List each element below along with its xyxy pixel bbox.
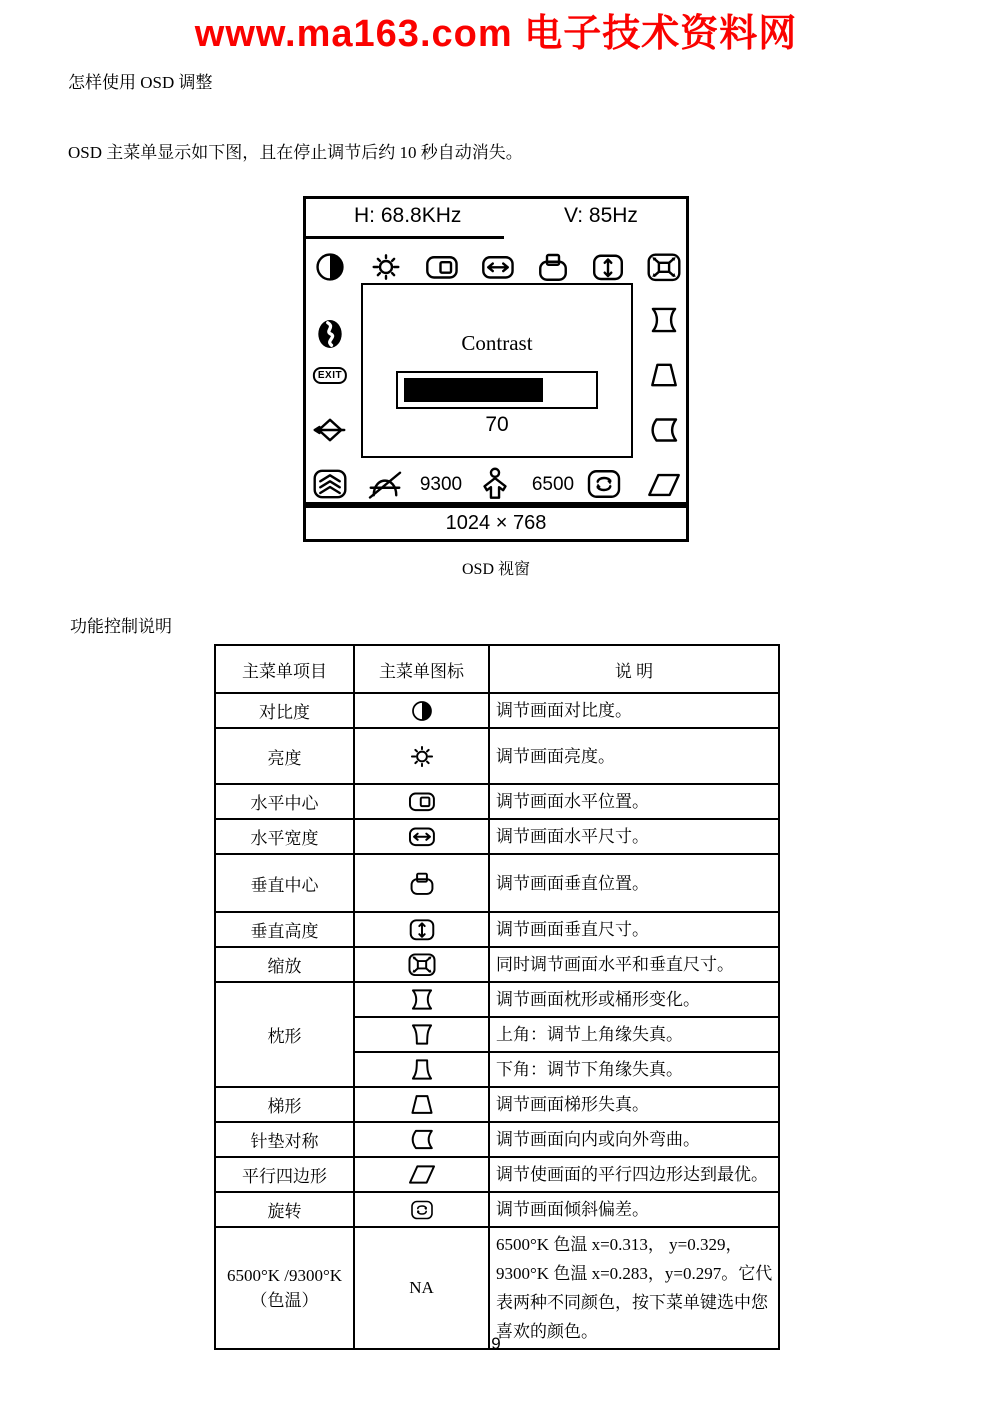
table-row (215, 693, 779, 728)
pincushion-top-icon (407, 1021, 437, 1048)
table-row (215, 819, 779, 854)
contrast-icon (312, 251, 348, 284)
menu-icon-cell (354, 1192, 489, 1227)
page-number: 9 (491, 1334, 501, 1353)
adjustment-label: Contrast (461, 331, 533, 355)
menu-icon-cell (354, 784, 489, 819)
osd-figure-caption: OSD 视窗 (461, 561, 530, 578)
h-center-icon (407, 788, 437, 815)
adjustment-panel (361, 283, 633, 458)
menu-item-label: 亮度 (215, 728, 354, 784)
table-row (215, 1157, 779, 1192)
menu-item-description: 调节画面垂直位置。 (489, 854, 779, 912)
v-height-icon (407, 916, 437, 943)
menu-icon-cell (354, 728, 489, 784)
menu-item-description: 调节画面枕形或桶形变化。 (489, 982, 779, 1017)
table-row (215, 784, 779, 819)
contrast-slider (396, 371, 598, 409)
table-row (215, 982, 779, 1017)
menu-icon-cell (354, 1087, 489, 1122)
contrast-icon (409, 699, 435, 723)
menu-item-description: 调节画面水平位置。 (489, 784, 779, 819)
pin-balance-icon (407, 1126, 437, 1153)
pincushion-icon (646, 304, 682, 337)
pincushion-bottom-icon (407, 1056, 437, 1083)
col-header-item: 主菜单项目 (215, 645, 354, 693)
menu-item-description: 调节画面梯形失真。 (489, 1087, 779, 1122)
contrast-bar-fill (404, 378, 543, 402)
color-temp-9300-label: 9300 (419, 474, 463, 495)
moire-icon (312, 468, 348, 501)
menu-icon-cell (354, 947, 489, 982)
osd-window (303, 196, 689, 505)
menu-item-description: 调节使画面的平行四边形达到最优。 (489, 1157, 779, 1192)
table-row (215, 1192, 779, 1227)
menu-item-description: 同时调节画面水平和垂直尺寸。 (489, 947, 779, 982)
table-row (215, 1122, 779, 1157)
pin-balance-icon (646, 414, 682, 447)
color-temp-item-line1: 6500°K /9300°K (226, 1265, 343, 1285)
section-title: 怎样使用 OSD 调整 (68, 73, 213, 92)
table-row (215, 728, 779, 784)
language-icon (312, 318, 348, 351)
adjustment-value: 70 (485, 413, 509, 436)
h-frequency-readout: H: 68.8KHz (354, 204, 462, 227)
header-divider (306, 236, 504, 239)
table-header-row (215, 645, 779, 693)
zoom-icon (407, 951, 437, 978)
function-control-heading: 功能控制说明 (70, 617, 172, 636)
color-temp-person-icon (477, 467, 513, 500)
na-label: NA (409, 1278, 434, 1297)
rotate-icon (410, 1199, 434, 1221)
pincushion-icon (407, 986, 437, 1013)
menu-icon-cell (354, 1227, 489, 1349)
watermark-text: www.ma163.com 电子技术资料网 (194, 13, 798, 55)
table-row (215, 854, 779, 912)
zoom-icon (646, 251, 682, 284)
menu-icon-cell (354, 1157, 489, 1192)
menu-icon-cell (354, 982, 489, 1017)
menu-icon-cell (354, 693, 489, 728)
menu-item-label: 枕形 (215, 982, 354, 1087)
menu-item-description: 上角：调节上角缘失真。 (489, 1017, 779, 1052)
menu-item-label: 对比度 (215, 693, 354, 728)
brightness-icon (407, 743, 437, 770)
table-row (215, 1227, 779, 1349)
menu-item-description: 调节画面垂直尺寸。 (489, 912, 779, 947)
menu-item-label: 针垫对称 (215, 1122, 354, 1157)
trapezoid-icon (407, 1091, 437, 1118)
parallelogram-icon (646, 469, 682, 502)
menu-item-description: 下角：调节下角缘失真。 (489, 1052, 779, 1087)
v-center-icon (407, 870, 437, 897)
menu-item-label: 梯形 (215, 1087, 354, 1122)
menu-item-label: 平行四边形 (215, 1157, 354, 1192)
h-width-icon (480, 251, 516, 284)
menu-item-label (215, 1227, 354, 1349)
table-row (215, 1087, 779, 1122)
menu-item-label: 旋转 (215, 1192, 354, 1227)
menu-icon-cell (354, 1052, 489, 1087)
trapezoid-icon (646, 359, 682, 392)
menu-item-description: 调节画面倾斜偏差。 (489, 1192, 779, 1227)
intro-paragraph: OSD 主菜单显示如下图，且在停止调节后约 10 秒自动消失。 (68, 143, 523, 162)
menu-item-label: 水平中心 (215, 784, 354, 819)
menu-item-label: 水平宽度 (215, 819, 354, 854)
menu-icon-cell (354, 819, 489, 854)
menu-icon-cell (354, 1122, 489, 1157)
menu-item-description: 6500°K 色温 x=0.313， y=0.329，9300°K 色温 x=0.283，y=0.297。它代表两种不同颜色，按下菜单键选中您喜欢的颜色。 (489, 1227, 779, 1349)
color-temp-item-line2: （色温） (250, 1290, 319, 1310)
menu-icon-cell (354, 854, 489, 912)
col-header-description: 说 明 (489, 645, 779, 693)
function-control-table (214, 644, 780, 1350)
menu-icon-cell (354, 912, 489, 947)
v-center-icon (535, 251, 571, 284)
table-row (215, 912, 779, 947)
menu-item-description: 调节画面水平尺寸。 (489, 819, 779, 854)
v-frequency-readout: V: 85Hz (564, 204, 638, 227)
menu-item-label: 垂直中心 (215, 854, 354, 912)
brightness-icon (368, 251, 404, 284)
h-center-icon (424, 251, 460, 284)
color-temp-6500-label: 6500 (531, 474, 575, 495)
h-width-icon (407, 823, 437, 850)
input-select-icon (312, 414, 348, 447)
v-height-icon (590, 251, 626, 284)
menu-item-description: 调节画面向内或向外弯曲。 (489, 1122, 779, 1157)
parallelogram-icon (407, 1161, 437, 1188)
menu-item-label: 缩放 (215, 947, 354, 982)
col-header-icon: 主菜单图标 (354, 645, 489, 693)
degauss-icon (367, 468, 403, 501)
menu-item-description: 调节画面对比度。 (489, 693, 779, 728)
menu-item-label: 垂直高度 (215, 912, 354, 947)
rotate-icon (586, 468, 622, 501)
resolution-bar: 1024 × 768 (303, 505, 689, 542)
menu-icon-cell (354, 1017, 489, 1052)
exit-icon: EXIT (313, 367, 347, 384)
table-row (215, 947, 779, 982)
menu-item-description: 调节画面亮度。 (489, 728, 779, 784)
